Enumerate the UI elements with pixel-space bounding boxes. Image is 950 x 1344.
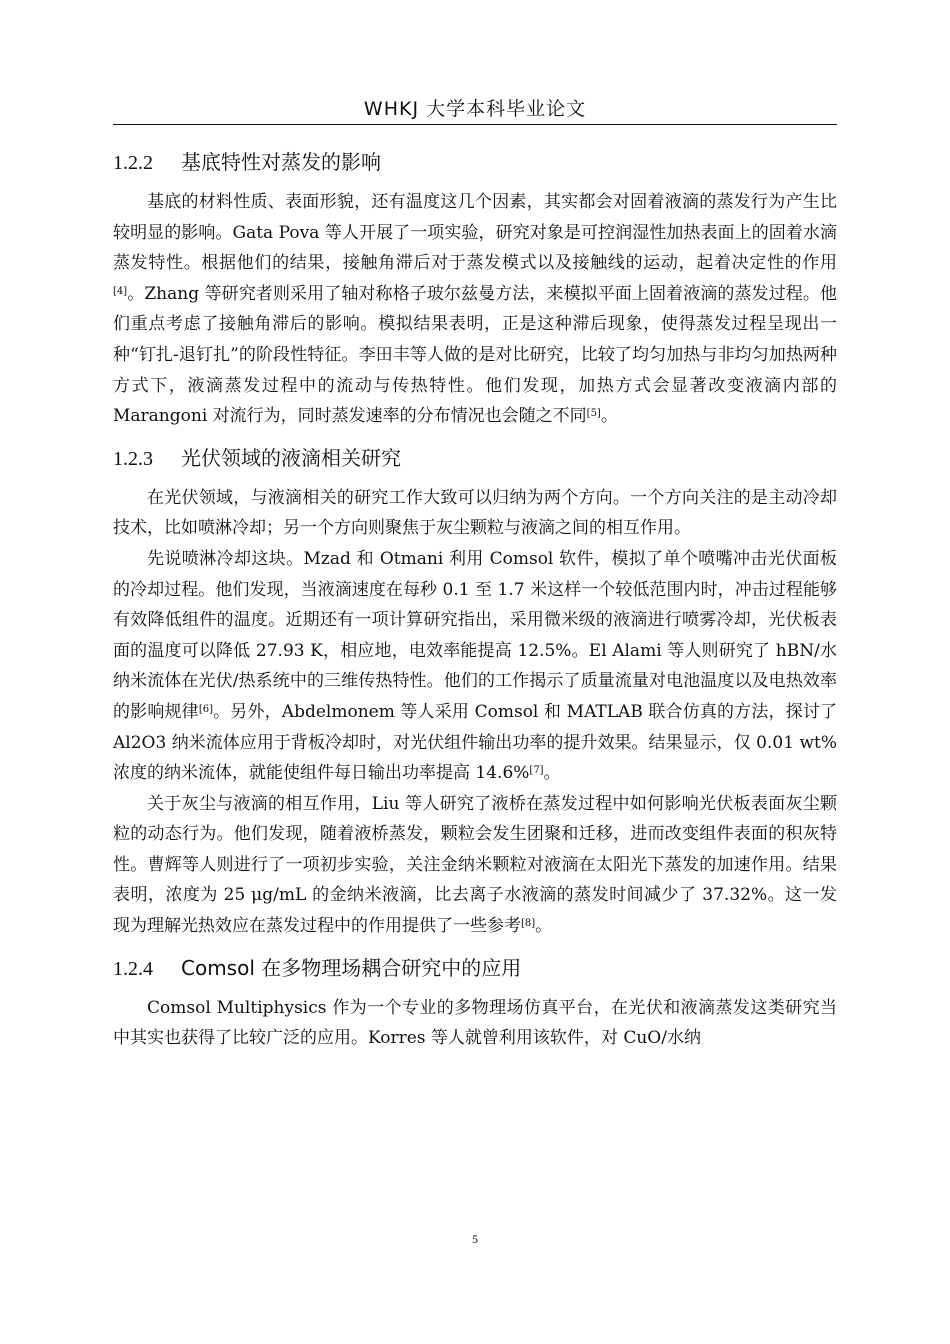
paragraph [113,789,837,942]
citation[interactable]: [8] [521,918,536,930]
section-title: 光伏领域的液滴相关研究 [181,445,401,470]
section-number: 1.2.3 [113,447,153,470]
citation[interactable]: [5] [586,408,601,420]
paragraph-text: Comsol Multiphysics 作为一个专业的多物理场仿真平台，在光伏和液滴蒸发这类研究当中其实也获得了比较广泛的应用。Korres 等人就曾利用该软件，对 CuO/水纳 [113,997,837,1049]
page-number: 5 [472,1232,478,1246]
section-number: 1.2.2 [113,152,153,174]
section-title: Comsol 在多物理场耦合研究中的应用 [181,955,522,980]
paragraph-text: 基底的材料性质、表面形貌，还有温度这几个因素，其实都会对固着液滴的蒸发行为产生比较明显的影响。Gata Pova 等人开展了一项实验，研究对象是可控润湿性加热表面上的固着水滴蒸发特性。根据他们的结果，接触角滞后对于蒸发模式以及接触线的运动，起着决定性的作用 [113,192,837,274]
paragraph [113,993,837,1054]
section-heading [113,442,837,471]
paragraph-text: 。 [600,406,618,427]
paragraph [113,187,837,432]
paragraph-text: 。 [535,916,553,937]
citation[interactable]: [7] [529,765,544,777]
section-title: 基底特性对蒸发的影响 [181,150,381,174]
paragraph [113,483,837,544]
citation[interactable]: [4] [113,285,128,297]
section-heading [113,952,837,981]
paragraph-text: 在光伏领域，与液滴相关的研究工作大致可以归纳为两个方向。一个方向关注的是主动冷却技术，比如喷淋冷却；另一个方向则聚焦于灰尘颗粒与液滴之间的相互作用。 [113,487,837,539]
paragraph-text: 。另外，Abdelmonem 等人采用 Comsol 和 MATLAB 联合仿真的方法，探讨了 Al2O3 纳米流体应用于背板冷却时，对光伏组件输出功率的提升效果。结果显示，仅 0.01 wt%浓度的纳米流体，就能使组件每日输出功率提高 14.6% [113,701,837,784]
paragraph [113,544,837,789]
page-content [113,140,837,1054]
paragraph-text: 。Zhang 等研究者则采用了轴对称格子玻尔兹曼方法，来模拟平面上固着液滴的蒸发过程。他们重点考虑了接触角滞后的影响。模拟结果表明，正是这种滞后现象，使得蒸发过程呈现出一种“钉扎-退钉扎”的阶段性特征。李田丰等人做的是对比研究，比较了均匀加热与非均匀加热两种方式下，液滴蒸发过程中的流动与传热特性。他们发现，加热方式会显著改变液滴内部的 Marangoni 对流行为，同时蒸发速率的分布情况也会随之不同 [113,283,837,427]
running-header: WHKJ 大学本科毕业论文 [113,94,837,125]
section-heading [113,146,837,175]
paragraph-text: 先说喷淋冷却这块。Mzad 和 Otmani 利用 Comsol 软件，模拟了单个喷嘴冲击光伏面板的冷却过程。他们发现，当液滴速度在每秒 0.1 至 1.7 米这样一个较低范围内时，冲击过程能够有效降低组件的温度。近期还有一项计算研究指出，采用微米级的液滴进行喷雾冷却，光伏板表面的温度可以降低 27.93 K，相应地，电效率能提高 12.5%。El Alami 等人则研究了 hBN/水纳米流体在光伏/热系统中的三维传热特性。他们的工作揭示了质量流量对电池温度以及电热效率的影响规律 [113,548,837,722]
paragraph-text: 关于灰尘与液滴的相互作用，Liu 等人研究了液桥在蒸发过程中如何影响光伏板表面灰尘颗粒的动态行为。他们发现，随着液桥蒸发，颗粒会发生团聚和迁移，进而改变组件表面的积灰特性。曹辉等人则进行了一项初步实验，关注金纳米颗粒对液滴在太阳光下蒸发的加速作用。结果表明，浓度为 25 μg/mL 的金纳米液滴，比去离子水液滴的蒸发时间减少了 37.32%。这一发现为理解光热效应在蒸发过程中的作用提供了一些参考 [113,793,837,937]
paragraph-text: 。 [543,763,561,784]
citation[interactable]: [6] [198,703,213,715]
section-number: 1.2.4 [113,957,153,980]
